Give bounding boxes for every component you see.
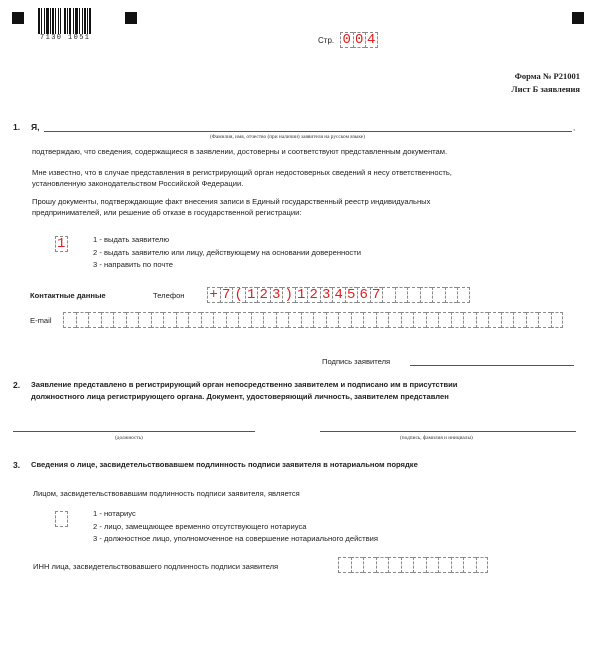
request-line2: предпринимателей, или решение об отказе в государственной регистрации: — [32, 208, 302, 217]
email-char-cell[interactable] — [138, 312, 151, 328]
email-char-cell[interactable] — [263, 312, 276, 328]
person-choice-cell[interactable] — [55, 511, 68, 527]
email-char-cell[interactable] — [113, 312, 126, 328]
phone-char-cell[interactable]: 5 — [345, 287, 358, 303]
form-title — [511, 70, 580, 96]
phone-char-cell[interactable]: 4 — [332, 287, 345, 303]
email-char-cell[interactable] — [426, 312, 439, 328]
delivery-option-2: 2 - выдать заявителю или лицу, действующему на основании доверенности — [93, 247, 361, 257]
email-char-cell[interactable] — [351, 312, 364, 328]
applicant-signature-line[interactable] — [410, 365, 574, 366]
page-digit-cell[interactable]: 4 — [365, 32, 378, 48]
comma: , — [573, 123, 576, 132]
email-char-cell[interactable] — [101, 312, 114, 328]
email-char-cell[interactable] — [76, 312, 89, 328]
phone-char-cell[interactable] — [420, 287, 433, 303]
corner-marker-left — [12, 12, 24, 24]
barcode-number: 7130 1051 — [40, 34, 91, 42]
inn-digit-cell[interactable] — [438, 557, 451, 573]
inn-digit-cell[interactable] — [463, 557, 476, 573]
signature-label: Подпись заявителя — [322, 357, 391, 366]
email-char-cell[interactable] — [463, 312, 476, 328]
email-char-cell[interactable] — [238, 312, 251, 328]
form-number: Форма № Р21001 — [514, 71, 580, 81]
position-caption: (должность) — [115, 435, 143, 441]
email-label: E-mail — [30, 316, 52, 325]
phone-char-cell[interactable]: + — [207, 287, 220, 303]
phone-char-cell[interactable]: 3 — [270, 287, 283, 303]
email-char-cell[interactable] — [376, 312, 389, 328]
page-label: Стр. — [318, 36, 335, 45]
signature-caption: (подпись, фамилия и инициалы) — [400, 435, 473, 441]
phone-char-cell[interactable] — [407, 287, 420, 303]
phone-char-cell[interactable]: ) — [282, 287, 295, 303]
delivery-choice-box — [55, 236, 68, 252]
phone-char-cell[interactable]: 1 — [295, 287, 308, 303]
sheet-title: Лист Б заявления — [511, 84, 580, 94]
email-char-cell[interactable] — [363, 312, 376, 328]
email-cells — [63, 312, 563, 328]
phone-char-cell[interactable] — [395, 287, 408, 303]
phone-char-cell[interactable] — [457, 287, 470, 303]
phone-char-cell[interactable]: 7 — [370, 287, 383, 303]
inn-digit-cell[interactable] — [451, 557, 464, 573]
email-char-cell[interactable] — [188, 312, 201, 328]
email-char-cell[interactable] — [501, 312, 514, 328]
phone-char-cell[interactable]: 2 — [307, 287, 320, 303]
inn-label: ИНН лица, засвидетельствовавшего подлинность подписи заявителя — [33, 562, 279, 571]
inn-digit-cell[interactable] — [401, 557, 414, 573]
email-char-cell[interactable] — [226, 312, 239, 328]
corner-marker-mid — [125, 12, 137, 24]
email-char-cell[interactable] — [301, 312, 314, 328]
email-char-cell[interactable] — [63, 312, 76, 328]
section1-number: 1. — [13, 122, 21, 132]
page-number-cells — [340, 32, 378, 48]
section2-number: 2. — [13, 380, 21, 390]
phone-char-cell[interactable]: 1 — [245, 287, 258, 303]
phone-char-cell[interactable]: 3 — [320, 287, 333, 303]
email-char-cell[interactable] — [476, 312, 489, 328]
inn-digit-cell[interactable] — [476, 557, 489, 573]
email-char-cell[interactable] — [451, 312, 464, 328]
inn-digit-cell[interactable] — [413, 557, 426, 573]
inn-digit-cell[interactable] — [338, 557, 351, 573]
position-line[interactable] — [13, 431, 255, 432]
person-label: Лицом, засвидетельствовавшим подлинность подписи заявителя, является — [33, 489, 300, 498]
email-char-cell[interactable] — [213, 312, 226, 328]
email-char-cell[interactable] — [538, 312, 551, 328]
confirm-text: подтверждаю, что сведения, содержащиеся в заявлении, достоверны и соответствуют представленным документам. — [32, 147, 448, 156]
delivery-options — [93, 234, 361, 272]
inn-digit-cell[interactable] — [351, 557, 364, 573]
page-digit-cell[interactable]: 0 — [340, 32, 353, 48]
phone-char-cell[interactable]: ( — [232, 287, 245, 303]
section2-line1: Заявление представлено в регистрирующий орган непосредственно заявителем и подписано им в присутствии — [31, 380, 458, 389]
delivery-choice-cell[interactable]: 1 — [55, 236, 68, 252]
email-char-cell[interactable] — [163, 312, 176, 328]
email-char-cell[interactable] — [413, 312, 426, 328]
email-char-cell[interactable] — [326, 312, 339, 328]
person-option-1: 1 - нотариус — [93, 509, 136, 518]
liability-line1: Мне известно, что в случае представления в регистрирующий орган недостоверных сведений я несу ответственность, — [32, 168, 452, 177]
person-option-3: 3 - должностное лицо, уполномоченное на совершение нотариального действия — [93, 534, 378, 543]
inn-cells — [338, 557, 488, 573]
liability-line2: установленную законодательством Российской Федерации. — [32, 179, 244, 188]
email-char-cell[interactable] — [176, 312, 189, 328]
request-line1: Прошу документы, подтверждающие факт внесения записи в Единый государственный реестр индивидуальных — [32, 197, 431, 206]
contact-label: Контактные данные — [30, 291, 106, 300]
email-char-cell[interactable] — [126, 312, 139, 328]
email-char-cell[interactable] — [313, 312, 326, 328]
email-char-cell[interactable] — [276, 312, 289, 328]
person-choice-box — [55, 511, 68, 527]
inn-digit-cell[interactable] — [363, 557, 376, 573]
phone-char-cell[interactable] — [445, 287, 458, 303]
inn-digit-cell[interactable] — [376, 557, 389, 573]
phone-cells — [207, 287, 470, 303]
person-option-2: 2 - лицо, замещающее временно отсутствующего нотариуса — [93, 521, 307, 531]
email-char-cell[interactable] — [388, 312, 401, 328]
section2-line2: должностного лица регистрирующего органа. Документ, удостоверяющий личность, заявителем представлен — [31, 392, 449, 401]
ya-label: Я, — [31, 122, 40, 132]
phone-char-cell[interactable] — [382, 287, 395, 303]
person-options — [93, 508, 378, 546]
email-char-cell[interactable] — [438, 312, 451, 328]
section3-title: Сведения о лице, засвидетельствовавшем подлинность подписи заявителя в нотариальном порядке — [31, 460, 418, 469]
phone-char-cell[interactable]: 2 — [257, 287, 270, 303]
name-caption: (Фамилия, имя, отчество (при наличии) заявителя на русском языке) — [210, 134, 365, 140]
phone-label: Телефон — [153, 291, 185, 300]
barcode-bar — [89, 8, 91, 34]
email-char-cell[interactable] — [401, 312, 414, 328]
delivery-option-1: 1 - выдать заявителю — [93, 235, 170, 244]
email-char-cell[interactable] — [338, 312, 351, 328]
phone-char-cell[interactable]: 6 — [357, 287, 370, 303]
email-char-cell[interactable] — [551, 312, 564, 328]
delivery-option-3: 3 - направить по почте — [93, 260, 173, 269]
email-char-cell[interactable] — [526, 312, 539, 328]
email-char-cell[interactable] — [201, 312, 214, 328]
section3-number: 3. — [13, 460, 21, 470]
email-char-cell[interactable] — [251, 312, 264, 328]
email-char-cell[interactable] — [488, 312, 501, 328]
barcode — [38, 8, 108, 34]
email-char-cell[interactable] — [151, 312, 164, 328]
corner-marker-right — [572, 12, 584, 24]
official-signature-line[interactable] — [320, 431, 576, 432]
email-char-cell[interactable] — [88, 312, 101, 328]
phone-char-cell[interactable] — [432, 287, 445, 303]
inn-digit-cell[interactable] — [388, 557, 401, 573]
email-char-cell[interactable] — [513, 312, 526, 328]
phone-char-cell[interactable]: 7 — [220, 287, 233, 303]
applicant-name-line[interactable] — [44, 131, 572, 132]
inn-digit-cell[interactable] — [426, 557, 439, 573]
page-digit-cell[interactable]: 0 — [353, 32, 366, 48]
email-char-cell[interactable] — [288, 312, 301, 328]
